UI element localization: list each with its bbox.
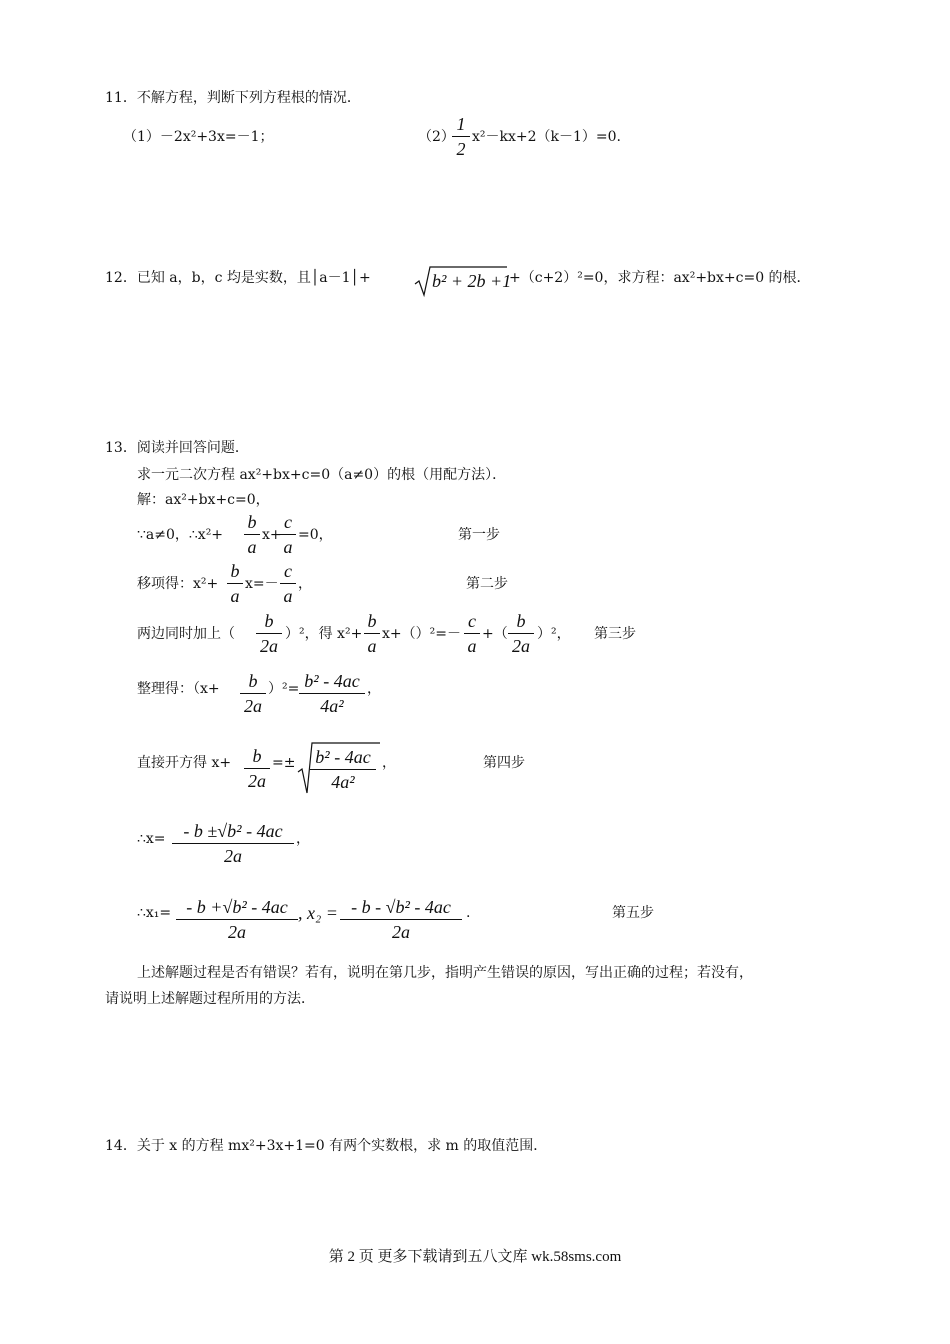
fraction-denominator: a <box>283 586 293 606</box>
root-fraction <box>172 820 294 867</box>
q11-part2: x²－kx+2（k－1）=0. <box>472 129 622 145</box>
fraction-numerator: b <box>252 746 262 766</box>
step2-text-b: x=－ <box>245 576 279 592</box>
fraction-numerator: b² - 4ac <box>304 671 360 691</box>
step3-fraction-b-over-a <box>364 610 380 657</box>
step3-text-b: ）²，得 x²+ <box>285 626 363 642</box>
q12-sqrt <box>413 264 512 298</box>
fraction-denominator: 2a <box>512 636 530 656</box>
fraction-denominator: 2a <box>248 771 266 791</box>
step1-fraction-b-over-a <box>244 511 260 558</box>
q11-part1: （1）－2x²+3x=－1； <box>123 129 274 145</box>
fraction-denominator: a <box>230 586 240 606</box>
fraction-denominator: 2a <box>228 922 246 942</box>
step3-text-d: +（ <box>482 626 508 642</box>
q13-question-line2: 请说明上述解题过程所用的方法． <box>105 991 315 1007</box>
step1-text-a: ∵a≠0，∴x²+ <box>137 527 224 543</box>
step3-text-c: x+（）²=－ <box>382 626 461 642</box>
fraction-numerator: - b +√b² - 4ac <box>186 897 288 917</box>
step2-fraction-b-over-a <box>227 560 243 607</box>
q12-text-end: +（c+2）²=0，求方程：ax²+bx+c=0 的根． <box>509 270 811 286</box>
tidy-fraction-discriminant <box>299 670 365 717</box>
q11-title: 11．不解方程，判断下列方程根的情况． <box>105 90 361 106</box>
step3-fraction-b-over-2a <box>256 610 282 657</box>
step2-text-a: 移项得：x²+ <box>137 576 219 592</box>
tidy-fraction-b-over-2a <box>240 670 266 717</box>
step4-text-b: =± <box>272 755 296 771</box>
fraction-denominator: 4a² <box>320 696 344 716</box>
tidy-text-a: 整理得：（x+ <box>137 681 220 697</box>
x2-fraction <box>340 896 462 943</box>
step4-sqrt <box>296 740 382 796</box>
fraction-numerator: - b ±√b² - 4ac <box>183 821 283 841</box>
fraction-denominator: a <box>247 537 257 557</box>
fraction-numerator: b² - 4ac <box>315 747 371 767</box>
fraction-numerator: c <box>468 611 476 631</box>
step4-label: 第四步 <box>483 755 525 771</box>
step3-text-e: ）²， <box>537 626 571 642</box>
roots-text-c: . <box>466 905 471 921</box>
fraction-denominator: a <box>467 636 477 656</box>
step4-text-c: ， <box>382 755 396 771</box>
step3-fraction-b-over-2a-2 <box>508 610 534 657</box>
fraction-denominator: 2 <box>456 139 466 159</box>
fraction-numerator: b <box>264 611 274 631</box>
fraction-denominator: 4a² <box>331 772 355 792</box>
roots-text-b: , x₂ = <box>298 903 338 923</box>
fraction-numerator: b <box>367 611 377 631</box>
step2-fraction-c-over-a <box>280 560 296 607</box>
step1-text-b: x+ <box>262 527 282 543</box>
q13-question-line1: 上述解题过程是否有错误？若有，说明在第几步，指明产生错误的原因，写出正确的过程；若没有， <box>137 965 753 981</box>
fraction-numerator: b <box>230 561 240 581</box>
step1-fraction-c-over-a <box>280 511 296 558</box>
fraction-denominator: 2a <box>392 922 410 942</box>
step3-label: 第三步 <box>594 626 636 642</box>
step4-fraction-b-over-2a <box>244 745 270 792</box>
tidy-text-b: ）²= <box>268 681 300 697</box>
q12-radicand: b² + 2b +1 <box>432 271 512 291</box>
q11-half-fraction <box>452 113 470 160</box>
step3-text-a: 两边同时加上（ <box>137 626 235 642</box>
fraction-denominator: 2a <box>224 846 242 866</box>
fraction-numerator: - b - √b² - 4ac <box>351 897 451 917</box>
q13-title: 13．阅读并回答问题． <box>105 440 249 456</box>
fraction-denominator: 2a <box>260 636 278 656</box>
fraction-denominator: a <box>283 537 293 557</box>
step1-text-c: =0， <box>298 527 333 543</box>
fraction-denominator: a <box>367 636 377 656</box>
page-footer: 第 2 页 更多下载请到五八文库 wk.58sms.com <box>328 1249 622 1265</box>
step2-label: 第二步 <box>466 576 508 592</box>
q12-text-start: 12．已知 a，b，c 均是实数，且│a－1│+ <box>105 270 371 286</box>
fraction-numerator: c <box>284 512 292 532</box>
q13-solution-start: 解：ax²+bx+c=0， <box>137 492 270 508</box>
step3-fraction-c-over-a <box>464 610 480 657</box>
root-text-a: ∴x= <box>137 831 166 847</box>
roots-text-a: ∴x₁= <box>137 905 172 921</box>
fraction-numerator: b <box>247 512 257 532</box>
fraction-numerator: c <box>284 561 292 581</box>
fraction-denominator: 2a <box>244 696 262 716</box>
step4-fraction-discriminant <box>310 746 376 793</box>
root-text-b: ， <box>296 831 310 847</box>
fraction-numerator: 1 <box>456 114 466 134</box>
step5-label: 第五步 <box>612 905 654 921</box>
q11-part2-prefix: （2） <box>418 129 455 145</box>
step1-label: 第一步 <box>458 527 500 543</box>
step2-text-c: ， <box>298 576 312 592</box>
fraction-numerator: b <box>248 671 258 691</box>
fraction-numerator: b <box>516 611 526 631</box>
x1-fraction <box>176 896 298 943</box>
step4-text-a: 直接开方得 x+ <box>137 755 232 771</box>
q14-text: 14．关于 x 的方程 mx²+3x+1=0 有两个实数根，求 m 的取值范围． <box>105 1138 548 1154</box>
q13-intro: 求一元二次方程 ax²+bx+c=0（a≠0）的根（用配方法）． <box>137 467 507 483</box>
tidy-text-c: ， <box>367 681 381 697</box>
